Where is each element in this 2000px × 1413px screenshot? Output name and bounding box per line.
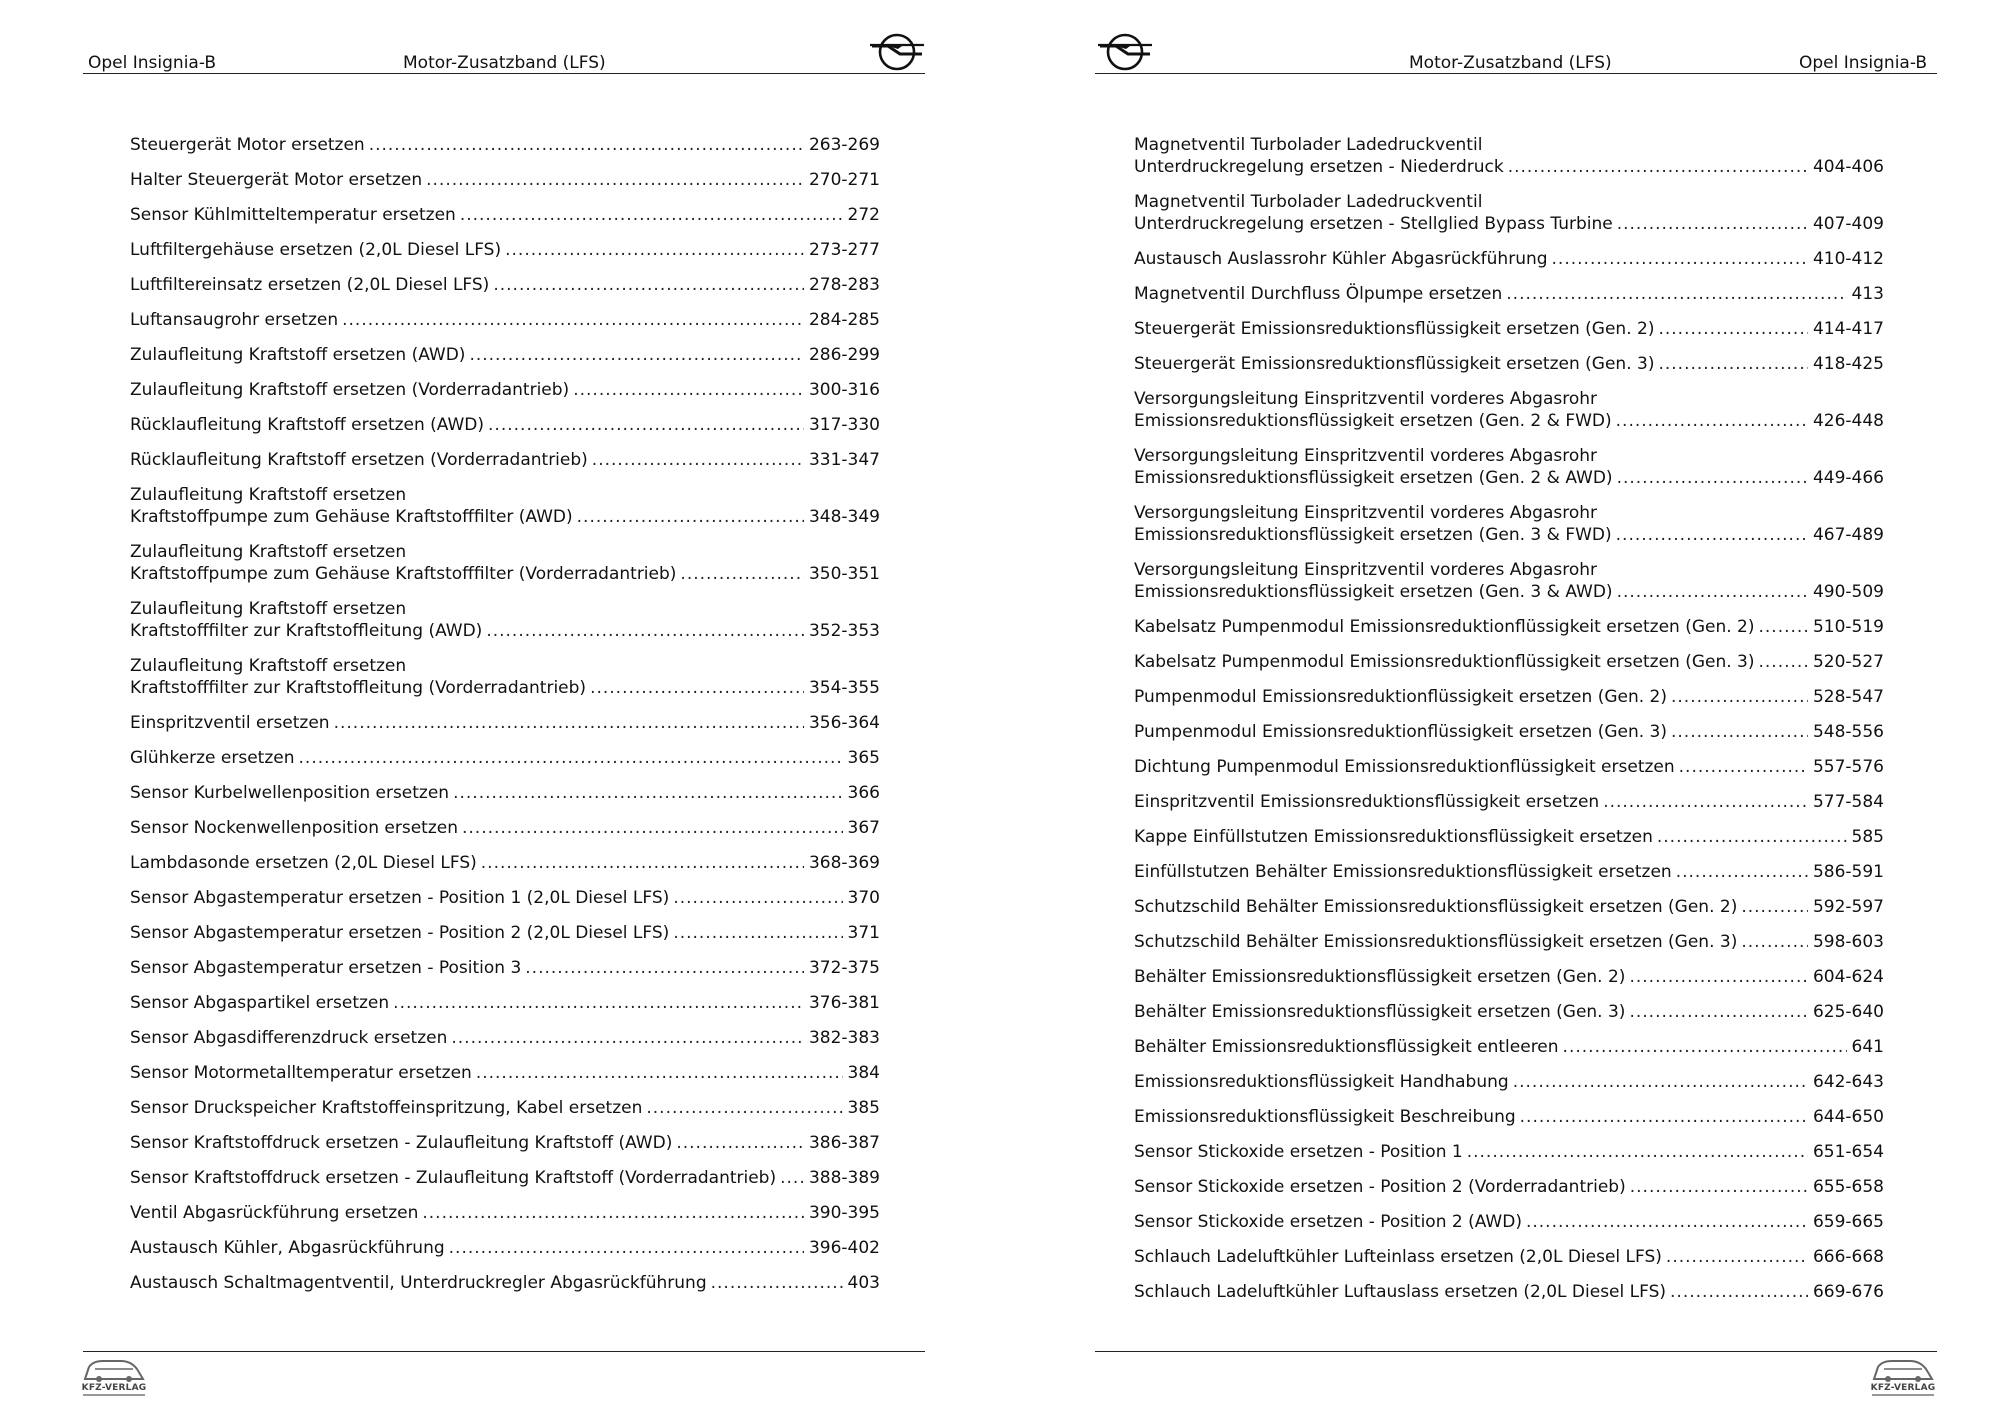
toc-entry-pages: 467-489 (1812, 525, 1884, 545)
footer-tagline-mark (1872, 1394, 1934, 1396)
footer-brand: KFZ-VERLAG (1870, 1383, 1936, 1393)
toc-entry (1134, 1246, 1884, 1281)
dot-leader (1513, 1071, 1808, 1093)
dot-leader (1616, 524, 1808, 546)
toc-list-right (1134, 134, 1884, 1316)
right-page (1000, 0, 2000, 1413)
toc-entry (1134, 686, 1884, 721)
header-title: Motor-Zusatzband (LFS) (403, 53, 606, 73)
toc-entry-title: Sensor Abgasdifferenzdruck ersetzen (130, 1028, 448, 1048)
toc-entry (130, 1027, 880, 1062)
toc-entry-pages: 385 (847, 1098, 880, 1118)
toc-entry-heading: Versorgungsleitung Einspritzventil vorderes Abgasrohr (1134, 503, 1598, 523)
toc-entry-pages: 548-556 (1812, 722, 1884, 742)
toc-entry (1134, 1281, 1884, 1316)
toc-entry-title: Unterdruckregelung ersetzen - Stellglied Bypass Turbine (1134, 214, 1613, 234)
toc-entry-title: Lambdasonde ersetzen (2,0L Diesel LFS) (130, 853, 477, 873)
dot-leader (451, 1027, 804, 1049)
dot-leader (1657, 826, 1847, 848)
toc-entry (130, 1132, 880, 1167)
toc-entry (130, 309, 880, 344)
dot-leader (1508, 156, 1808, 178)
toc-entry-title: Schutzschild Behälter Emissionsreduktionsflüssigkeit ersetzen (Gen. 2) (1134, 897, 1738, 917)
toc-entry-title: Sensor Kraftstoffdruck ersetzen - Zulaufleitung Kraftstoff (Vorderradantrieb) (130, 1168, 777, 1188)
toc-entry (1134, 1141, 1884, 1176)
toc-entry-title: Magnetventil Durchfluss Ölpumpe ersetzen (1134, 284, 1503, 304)
toc-entry-title: Ventil Abgasrückführung ersetzen (130, 1203, 419, 1223)
toc-entry (130, 541, 880, 598)
toc-entry-pages: 370 (847, 888, 880, 908)
toc-entry-pages: 367 (847, 818, 880, 838)
toc-entry-pages: 592-597 (1812, 897, 1884, 917)
toc-entry-pages: 528-547 (1812, 687, 1884, 707)
toc-entry (130, 852, 880, 887)
toc-entry-title: Sensor Nockenwellenposition ersetzen (130, 818, 458, 838)
opel-logo-icon (868, 31, 926, 71)
toc-entry-title: Sensor Druckspeicher Kraftstoffeinspritzung, Kabel ersetzen (130, 1098, 643, 1118)
toc-entry-pages: 403 (847, 1273, 880, 1293)
toc-entry-title: Behälter Emissionsreduktionsflüssigkeit ersetzen (Gen. 3) (1134, 1002, 1626, 1022)
toc-list-left (130, 134, 880, 1307)
dot-leader (488, 414, 804, 436)
toc-entry (1134, 721, 1884, 756)
header-vehicle: Opel Insignia-B (1799, 53, 1928, 73)
dot-leader (493, 274, 804, 296)
dot-leader (462, 817, 843, 839)
toc-entry-pages: 263-269 (808, 135, 880, 155)
dot-leader (1759, 616, 1808, 638)
toc-entry-pages: 376-381 (808, 993, 880, 1013)
dot-leader (1658, 353, 1808, 375)
toc-entry (130, 957, 880, 992)
toc-entry-heading: Zulaufleitung Kraftstoff ersetzen (130, 599, 407, 619)
toc-entry-pages: 449-466 (1812, 468, 1884, 488)
toc-entry-pages: 300-316 (808, 380, 880, 400)
toc-entry-pages: 490-509 (1812, 582, 1884, 602)
toc-entry (130, 134, 880, 169)
toc-entry-pages: 350-351 (808, 564, 880, 584)
toc-entry-title: Emissionsreduktionsflüssigkeit ersetzen (Gen. 3 & AWD) (1134, 582, 1613, 602)
toc-entry-pages: 365 (847, 748, 880, 768)
toc-entry (130, 1272, 880, 1307)
toc-entry-pages: 418-425 (1812, 354, 1884, 374)
header-title: Motor-Zusatzband (LFS) (1409, 53, 1612, 73)
toc-entry (1134, 318, 1884, 353)
toc-entry-pages: 651-654 (1812, 1142, 1884, 1162)
toc-entry-pages: 510-519 (1812, 617, 1884, 637)
toc-entry-title: Sensor Kühlmitteltemperatur ersetzen (130, 205, 456, 225)
toc-entry (1134, 1106, 1884, 1141)
dot-leader (369, 134, 804, 156)
header-rule (83, 73, 925, 74)
dot-leader (422, 1202, 804, 1224)
toc-entry (130, 817, 880, 852)
toc-entry-title: Kabelsatz Pumpenmodul Emissionsreduktionflüssigkeit ersetzen (Gen. 2) (1134, 617, 1755, 637)
toc-entry (130, 484, 880, 541)
dot-leader (1630, 1176, 1808, 1198)
toc-entry (1134, 616, 1884, 651)
dot-leader (1671, 686, 1808, 708)
dot-leader (1467, 1141, 1808, 1163)
toc-entry (1134, 791, 1884, 826)
dot-leader (1506, 283, 1846, 305)
dot-leader (393, 992, 804, 1014)
toc-entry-pages: 270-271 (808, 170, 880, 190)
toc-entry (1134, 445, 1884, 502)
toc-entry-title: Austausch Auslassrohr Kühler Abgasrückführung (1134, 249, 1548, 269)
dot-leader (525, 957, 804, 979)
dot-leader (1617, 581, 1808, 603)
toc-entry (1134, 896, 1884, 931)
toc-entry (1134, 1036, 1884, 1071)
toc-entry-title: Emissionsreduktionsflüssigkeit ersetzen (Gen. 2 & AWD) (1134, 468, 1613, 488)
toc-entry-pages: 390-395 (808, 1203, 880, 1223)
toc-entry-pages: 604-624 (1812, 967, 1884, 987)
toc-entry-title: Luftfiltergehäuse ersetzen (2,0L Diesel LFS) (130, 240, 502, 260)
toc-entry (1134, 388, 1884, 445)
dot-leader (1676, 861, 1808, 883)
dot-leader (1617, 213, 1808, 235)
toc-entry (1134, 826, 1884, 861)
toc-entry-title: Kraftstofffilter zur Kraftstoffleitung (Vorderradantrieb) (130, 678, 587, 698)
dot-leader (673, 887, 842, 909)
toc-entry-title: Einspritzventil Emissionsreduktionsflüssigkeit ersetzen (1134, 792, 1600, 812)
dot-leader (1603, 791, 1808, 813)
dot-leader (299, 747, 843, 769)
dot-leader (1617, 467, 1808, 489)
toc-entry (1134, 1176, 1884, 1211)
toc-entry-title: Steuergerät Emissionsreduktionsflüssigkeit ersetzen (Gen. 2) (1134, 319, 1655, 339)
toc-entry-pages: 317-330 (808, 415, 880, 435)
dot-leader (481, 852, 804, 874)
toc-entry (130, 239, 880, 274)
toc-entry-pages: 585 (1851, 827, 1884, 847)
dot-leader (334, 712, 804, 734)
toc-entry-title: Schutzschild Behälter Emissionsreduktionsflüssigkeit ersetzen (Gen. 3) (1134, 932, 1738, 952)
toc-entry-title: Emissionsreduktionsflüssigkeit ersetzen (Gen. 3 & FWD) (1134, 525, 1612, 545)
toc-entry (130, 747, 880, 782)
dot-leader (453, 782, 842, 804)
dot-leader (1671, 721, 1808, 743)
toc-entry-pages: 426-448 (1812, 411, 1884, 431)
toc-entry-pages: 284-285 (808, 310, 880, 330)
toc-entry-pages: 644-650 (1812, 1107, 1884, 1127)
dot-leader (1666, 1246, 1808, 1268)
toc-entry-pages: 331-347 (808, 450, 880, 470)
header-vehicle: Opel Insignia-B (88, 53, 217, 73)
toc-entry-pages: 520-527 (1812, 652, 1884, 672)
toc-entry-title: Sensor Abgaspartikel ersetzen (130, 993, 390, 1013)
dot-leader (1741, 896, 1808, 918)
toc-entry-pages: 396-402 (808, 1238, 880, 1258)
dot-leader (673, 922, 842, 944)
opel-logo-icon (1096, 31, 1154, 71)
toc-entry-pages: 413 (1851, 284, 1884, 304)
toc-entry-pages: 577-584 (1812, 792, 1884, 812)
toc-entry-pages: 366 (847, 783, 880, 803)
toc-entry (1134, 283, 1884, 318)
dot-leader (1629, 1001, 1808, 1023)
toc-entry (130, 712, 880, 747)
dot-leader (1759, 651, 1808, 673)
toc-entry (1134, 931, 1884, 966)
toc-entry-title: Zulaufleitung Kraftstoff ersetzen (Vorderradantrieb) (130, 380, 570, 400)
dot-leader (646, 1097, 842, 1119)
toc-entry (130, 922, 880, 957)
dot-leader (426, 169, 804, 191)
dot-leader (460, 204, 843, 226)
toc-entry-title: Einfüllstutzen Behälter Emissionsreduktionsflüssigkeit ersetzen (1134, 862, 1672, 882)
footer-brand: KFZ-VERLAG (81, 1383, 147, 1393)
dot-leader (711, 1272, 843, 1294)
toc-entry (130, 1167, 880, 1202)
toc-entry-title: Unterdruckregelung ersetzen - Niederdruck (1134, 157, 1504, 177)
toc-entry-title: Sensor Motormetalltemperatur ersetzen (130, 1063, 472, 1083)
toc-entry-pages: 286-299 (808, 345, 880, 365)
kfz-verlag-logo-icon (81, 1357, 147, 1401)
dot-leader (680, 563, 804, 585)
toc-entry-pages: 352-353 (808, 621, 880, 641)
toc-entry-title: Sensor Kraftstoffdruck ersetzen - Zulaufleitung Kraftstoff (AWD) (130, 1133, 673, 1153)
toc-entry-pages: 586-591 (1812, 862, 1884, 882)
toc-entry (130, 344, 880, 379)
dot-leader (1658, 318, 1808, 340)
toc-entry-title: Behälter Emissionsreduktionsflüssigkeit ersetzen (Gen. 2) (1134, 967, 1626, 987)
toc-entry-title: Sensor Stickoxide ersetzen - Position 1 (1134, 1142, 1463, 1162)
dot-leader (486, 620, 804, 642)
footer-tagline-mark (83, 1394, 145, 1396)
toc-entry-pages: 659-665 (1812, 1212, 1884, 1232)
toc-entry-heading: Zulaufleitung Kraftstoff ersetzen (130, 542, 407, 562)
toc-entry-title: Halter Steuergerät Motor ersetzen (130, 170, 423, 190)
toc-entry-pages: 384 (847, 1063, 880, 1083)
toc-entry-heading: Magnetventil Turbolader Ladedruckventil (1134, 135, 1483, 155)
toc-entry (1134, 1071, 1884, 1106)
toc-entry-title: Rücklaufleitung Kraftstoff ersetzen (AWD) (130, 415, 485, 435)
toc-entry (1134, 651, 1884, 686)
footer-rule (1095, 1351, 1937, 1352)
toc-entry (130, 1237, 880, 1272)
toc-entry-heading: Versorgungsleitung Einspritzventil vorderes Abgasrohr (1134, 560, 1598, 580)
toc-entry (130, 274, 880, 309)
dot-leader (469, 344, 804, 366)
toc-entry (1134, 756, 1884, 791)
toc-entry-title: Sensor Abgastemperatur ersetzen - Position 2 (2,0L Diesel LFS) (130, 923, 670, 943)
dot-leader (676, 1132, 804, 1154)
toc-entry-title: Einspritzventil ersetzen (130, 713, 330, 733)
toc-entry (130, 655, 880, 712)
toc-entry-heading: Zulaufleitung Kraftstoff ersetzen (130, 485, 407, 505)
toc-entry-title: Sensor Stickoxide ersetzen - Position 2 (Vorderradantrieb) (1134, 1177, 1626, 1197)
dot-leader (1552, 248, 1808, 270)
toc-entry-title: Kraftstoffpumpe zum Gehäuse Kraftstofffilter (Vorderradantrieb) (130, 564, 677, 584)
toc-entry (130, 992, 880, 1027)
toc-entry (130, 449, 880, 484)
toc-entry-pages: 557-576 (1812, 757, 1884, 777)
toc-entry (1134, 134, 1884, 191)
toc-entry-title: Kabelsatz Pumpenmodul Emissionsreduktionflüssigkeit ersetzen (Gen. 3) (1134, 652, 1755, 672)
toc-entry-pages: 372-375 (808, 958, 880, 978)
dot-leader (505, 239, 804, 261)
dot-leader (1629, 966, 1808, 988)
toc-entry (130, 1097, 880, 1132)
toc-entry-title: Luftfiltereinsatz ersetzen (2,0L Diesel LFS) (130, 275, 490, 295)
toc-entry (130, 598, 880, 655)
toc-entry-pages: 388-389 (808, 1168, 880, 1188)
toc-entry-title: Schlauch Ladeluftkühler Lufteinlass ersetzen (2,0L Diesel LFS) (1134, 1247, 1662, 1267)
toc-entry-pages: 666-668 (1812, 1247, 1884, 1267)
toc-entry-title: Sensor Stickoxide ersetzen - Position 2 (AWD) (1134, 1212, 1522, 1232)
toc-entry-pages: 386-387 (808, 1133, 880, 1153)
toc-entry (130, 782, 880, 817)
toc-entry (1134, 1001, 1884, 1036)
dot-leader (573, 379, 804, 401)
header-rule (1095, 73, 1937, 74)
toc-entry-title: Steuergerät Motor ersetzen (130, 135, 365, 155)
toc-entry-pages: 655-658 (1812, 1177, 1884, 1197)
toc-entry-title: Emissionsreduktionsflüssigkeit Handhabung (1134, 1072, 1509, 1092)
toc-entry-heading: Versorgungsleitung Einspritzventil vorderes Abgasrohr (1134, 446, 1598, 466)
toc-entry-title: Austausch Schaltmagentventil, Unterdruckregler Abgasrückführung (130, 1273, 707, 1293)
toc-entry-heading: Versorgungsleitung Einspritzventil vorderes Abgasrohr (1134, 389, 1598, 409)
toc-entry-pages: 371 (847, 923, 880, 943)
toc-entry-title: Emissionsreduktionsflüssigkeit ersetzen (Gen. 2 & FWD) (1134, 411, 1612, 431)
toc-entry-pages: 414-417 (1812, 319, 1884, 339)
toc-entry-pages: 641 (1851, 1037, 1884, 1057)
toc-entry-title: Steuergerät Emissionsreduktionsflüssigkeit ersetzen (Gen. 3) (1134, 354, 1655, 374)
toc-entry-title: Austausch Kühler, Abgasrückführung (130, 1238, 445, 1258)
dot-leader (780, 1167, 804, 1189)
toc-entry (1134, 559, 1884, 616)
toc-entry (1134, 248, 1884, 283)
toc-entry-title: Dichtung Pumpenmodul Emissionsreduktionflüssigkeit ersetzen (1134, 757, 1675, 777)
dot-leader (1616, 410, 1808, 432)
dot-leader (1563, 1036, 1847, 1058)
toc-entry (130, 414, 880, 449)
toc-entry-pages: 407-409 (1812, 214, 1884, 234)
toc-entry-title: Sensor Abgastemperatur ersetzen - Position 1 (2,0L Diesel LFS) (130, 888, 670, 908)
toc-entry-title: Pumpenmodul Emissionsreduktionflüssigkeit ersetzen (Gen. 2) (1134, 687, 1667, 707)
toc-entry-title: Rücklaufleitung Kraftstoff ersetzen (Vorderradantrieb) (130, 450, 588, 470)
toc-entry (1134, 191, 1884, 248)
toc-entry-pages: 625-640 (1812, 1002, 1884, 1022)
toc-entry-title: Pumpenmodul Emissionsreduktionflüssigkeit ersetzen (Gen. 3) (1134, 722, 1667, 742)
footer-rule (83, 1351, 925, 1352)
toc-entry-pages: 368-369 (808, 853, 880, 873)
dot-leader (476, 1062, 843, 1084)
toc-entry-title: Sensor Kurbelwellenposition ersetzen (130, 783, 450, 803)
toc-entry-pages: 410-412 (1812, 249, 1884, 269)
toc-entry-pages: 272 (847, 205, 880, 225)
dot-leader (590, 677, 804, 699)
toc-entry (130, 887, 880, 922)
dot-leader (1741, 931, 1808, 953)
toc-entry-pages: 598-603 (1812, 932, 1884, 952)
toc-entry (130, 1202, 880, 1237)
dot-leader (1670, 1281, 1808, 1303)
toc-entry-pages: 278-283 (808, 275, 880, 295)
toc-entry-pages: 404-406 (1812, 157, 1884, 177)
toc-entry (130, 379, 880, 414)
toc-entry (130, 204, 880, 239)
dot-leader (1520, 1106, 1808, 1128)
toc-entry-title: Behälter Emissionsreduktionsflüssigkeit entleeren (1134, 1037, 1559, 1057)
toc-entry-title: Sensor Abgastemperatur ersetzen - Position 3 (130, 958, 522, 978)
kfz-verlag-logo-icon (1870, 1357, 1936, 1401)
dot-leader (592, 449, 804, 471)
toc-entry (1134, 861, 1884, 896)
dot-leader (449, 1237, 804, 1259)
toc-entry-pages: 273-277 (808, 240, 880, 260)
toc-entry-pages: 382-383 (808, 1028, 880, 1048)
toc-entry (1134, 353, 1884, 388)
toc-entry-title: Kraftstoffpumpe zum Gehäuse Kraftstofffilter (AWD) (130, 507, 573, 527)
toc-entry-pages: 642-643 (1812, 1072, 1884, 1092)
dot-leader (577, 506, 804, 528)
toc-entry (130, 1062, 880, 1097)
toc-entry-heading: Zulaufleitung Kraftstoff ersetzen (130, 656, 407, 676)
toc-entry (1134, 1211, 1884, 1246)
toc-entry-title: Emissionsreduktionsflüssigkeit Beschreibung (1134, 1107, 1516, 1127)
toc-entry-pages: 354-355 (808, 678, 880, 698)
dot-leader (342, 309, 804, 331)
toc-entry (1134, 966, 1884, 1001)
toc-entry-title: Zulaufleitung Kraftstoff ersetzen (AWD) (130, 345, 466, 365)
toc-entry (1134, 502, 1884, 559)
dot-leader (1679, 756, 1808, 778)
toc-entry-pages: 356-364 (808, 713, 880, 733)
toc-entry-heading: Magnetventil Turbolader Ladedruckventil (1134, 192, 1483, 212)
toc-entry-title: Luftansaugrohr ersetzen (130, 310, 339, 330)
toc-entry-title: Kraftstofffilter zur Kraftstoffleitung (AWD) (130, 621, 483, 641)
toc-entry (130, 169, 880, 204)
toc-entry-pages: 669-676 (1812, 1282, 1884, 1302)
toc-entry-title: Kappe Einfüllstutzen Emissionsreduktionsflüssigkeit ersetzen (1134, 827, 1653, 847)
toc-entry-pages: 348-349 (808, 507, 880, 527)
dot-leader (1526, 1211, 1808, 1233)
toc-entry-title: Schlauch Ladeluftkühler Luftauslass ersetzen (2,0L Diesel LFS) (1134, 1282, 1667, 1302)
toc-entry-title: Glühkerze ersetzen (130, 748, 295, 768)
